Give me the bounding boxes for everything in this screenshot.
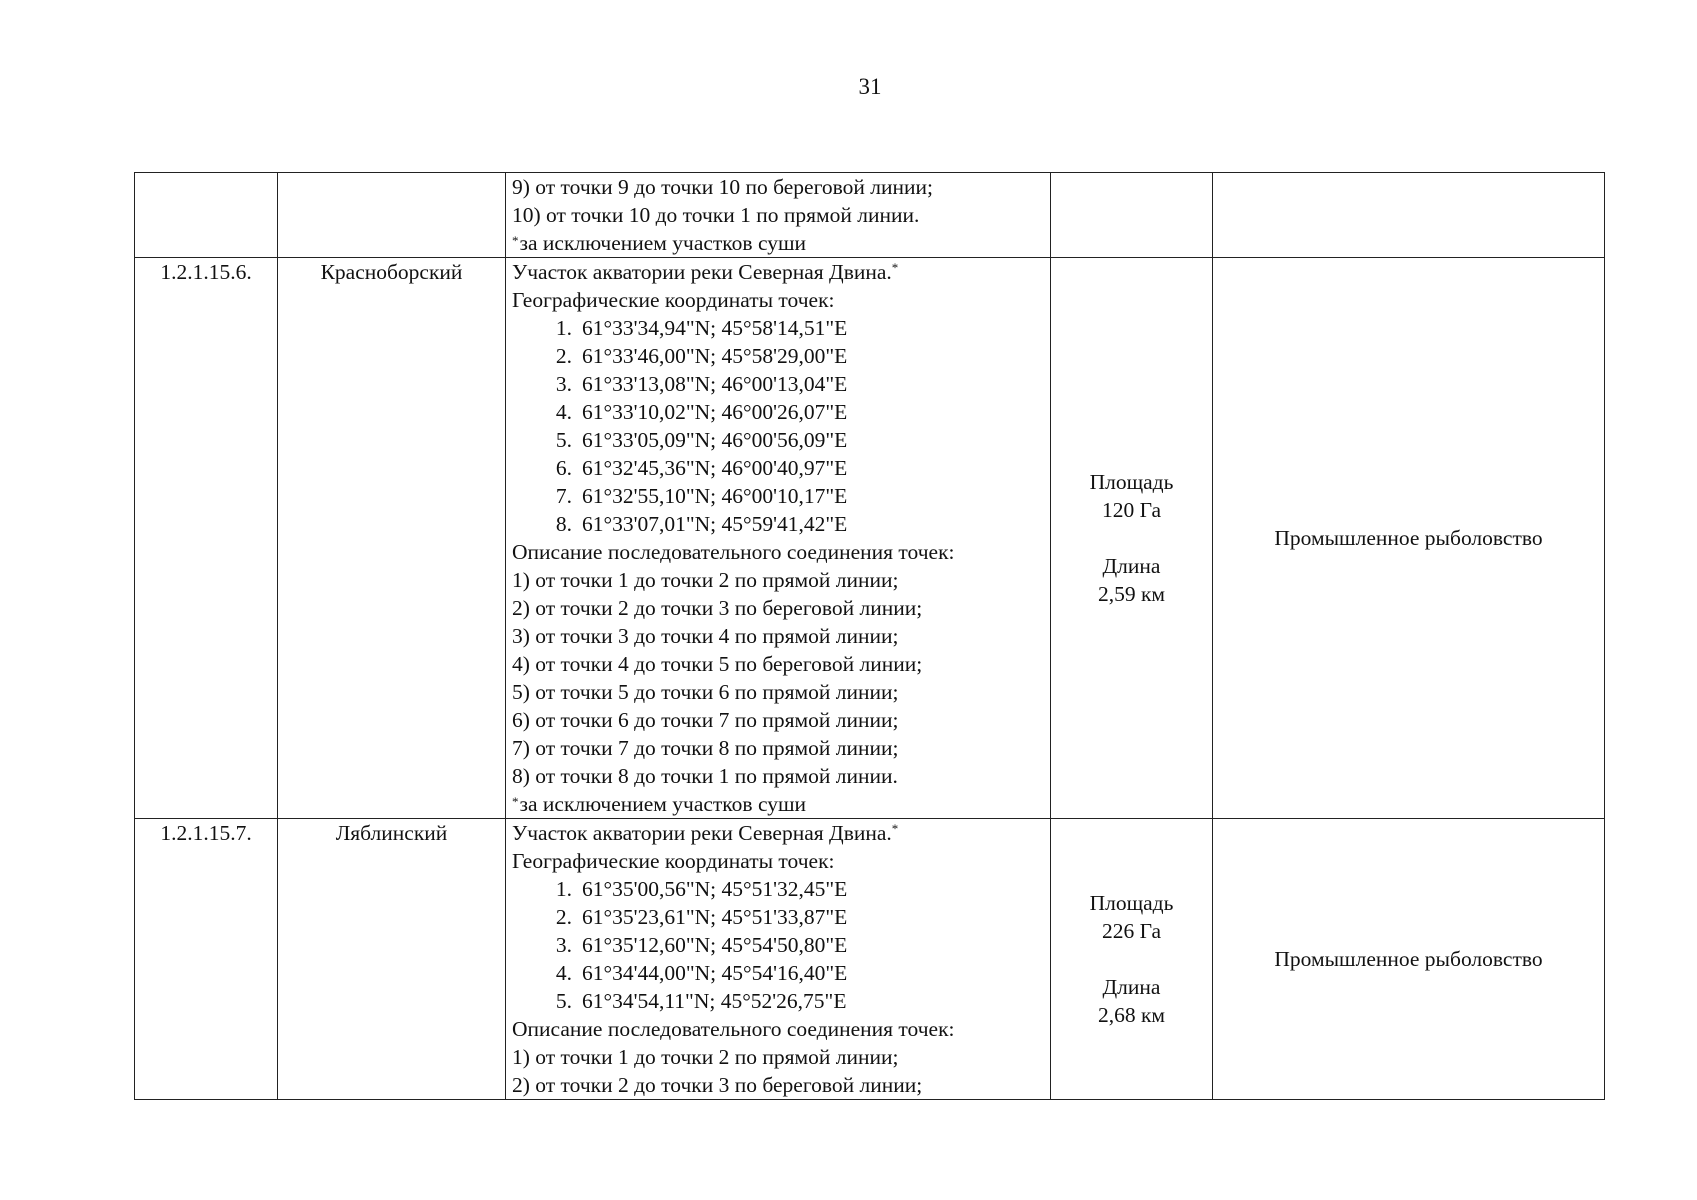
connection-line: 1) от точки 1 до точки 2 по прямой линии;: [512, 1045, 899, 1069]
measure-block: [1057, 468, 1206, 608]
list-item: 4. 61°34'44,00"N; 45°54'16,40"E: [555, 961, 848, 985]
district-name: Красноборский: [278, 258, 506, 819]
description-cell: [506, 258, 1051, 819]
area-title: Участок акватории реки Северная Двина.*: [512, 260, 899, 284]
measure-block: [1057, 889, 1206, 1029]
description-cell: [506, 173, 1051, 258]
table-row: [135, 819, 1605, 1100]
connection-line: 6) от точки 6 до точки 7 по прямой линии;: [512, 708, 899, 732]
page-number: 31: [858, 74, 882, 99]
length-value: 2,68 км: [1097, 1003, 1166, 1027]
row-number: 1.2.1.15.6.: [135, 258, 278, 819]
coords-list: [512, 875, 1044, 1015]
list-item: 3. 61°33'13,08"N; 46°00'13,04"E: [555, 372, 848, 396]
footnote-text: *за исключением участков суши: [512, 231, 807, 255]
area-label: Площадь: [1089, 470, 1174, 494]
connection-line: 1) от точки 1 до точки 2 по прямой линии;: [512, 568, 899, 592]
purpose-cell-empty: [1213, 173, 1605, 258]
district-name: Ляблинский: [278, 819, 506, 1100]
list-item: 2. 61°35'23,61"N; 45°51'33,87"E: [555, 905, 848, 929]
length-label: Длина: [1102, 975, 1161, 999]
list-item: 5. 61°33'05,09"N; 46°00'56,09"E: [555, 428, 848, 452]
connection-line: 2) от точки 2 до точки 3 по береговой линии;: [512, 596, 923, 620]
connection-line: 3) от точки 3 до точки 4 по прямой линии;: [512, 624, 899, 648]
footnote-star: *: [512, 794, 519, 809]
area-value: 226 Га: [1101, 919, 1162, 943]
connection-line: 7) от точки 7 до точки 8 по прямой линии;: [512, 736, 899, 760]
fishing-areas-table: [134, 172, 1605, 1100]
area-title: Участок акватории реки Северная Двина.*: [512, 821, 899, 845]
connection-line: 9) от точки 9 до точки 10 по береговой линии;: [512, 175, 933, 199]
connection-line: 2) от точки 2 до точки 3 по береговой линии;: [512, 1073, 923, 1097]
list-item: 2. 61°33'46,00"N; 45°58'29,00"E: [555, 344, 848, 368]
list-item: 7. 61°32'55,10"N; 46°00'10,17"E: [555, 484, 848, 508]
length-label: Длина: [1102, 554, 1161, 578]
district-cell-empty: [278, 173, 506, 258]
coords-list: [512, 314, 1044, 538]
list-item: 5. 61°34'54,11"N; 45°52'26,75"E: [555, 989, 847, 1013]
list-item: 1. 61°33'34,94"N; 45°58'14,51"E: [555, 316, 848, 340]
purpose-cell: Промышленное рыболовство: [1213, 819, 1605, 1100]
purpose-cell: Промышленное рыболовство: [1213, 258, 1605, 819]
length-value: 2,59 км: [1097, 582, 1166, 606]
row-number: 1.2.1.15.7.: [135, 819, 278, 1100]
connection-line: 5) от точки 5 до точки 6 по прямой линии;: [512, 680, 899, 704]
list-item: 1. 61°35'00,56"N; 45°51'32,45"E: [555, 877, 848, 901]
coords-heading: Географические координаты точек:: [512, 849, 835, 873]
list-item: 4. 61°33'10,02"N; 46°00'26,07"E: [555, 400, 848, 424]
description-cell: [506, 819, 1051, 1100]
area-value: 120 Га: [1101, 498, 1162, 522]
footnote-text: *за исключением участков суши: [512, 792, 807, 816]
coords-heading: Географические координаты точек:: [512, 288, 835, 312]
table-row: [135, 258, 1605, 819]
measure-cell: [1051, 819, 1213, 1100]
list-item: 3. 61°35'12,60"N; 45°54'50,80"E: [555, 933, 848, 957]
measure-cell-empty: [1051, 173, 1213, 258]
number-cell-empty: [135, 173, 278, 258]
connection-line: 4) от точки 4 до точки 5 по береговой линии;: [512, 652, 923, 676]
list-item: 6. 61°32'45,36"N; 46°00'40,97"E: [555, 456, 848, 480]
list-item: 8. 61°33'07,01"N; 45°59'41,42"E: [555, 512, 848, 536]
connections-heading: Описание последовательного соединения точек:: [512, 540, 955, 564]
table-row-continuation: [135, 173, 1605, 258]
measure-cell: [1051, 258, 1213, 819]
footnote-star: *: [512, 233, 519, 248]
area-label: Площадь: [1089, 891, 1174, 915]
connection-line: 10) от точки 10 до точки 1 по прямой линии.: [512, 203, 920, 227]
connection-line: 8) от точки 8 до точки 1 по прямой линии.: [512, 764, 898, 788]
connections-heading: Описание последовательного соединения точек:: [512, 1017, 955, 1041]
